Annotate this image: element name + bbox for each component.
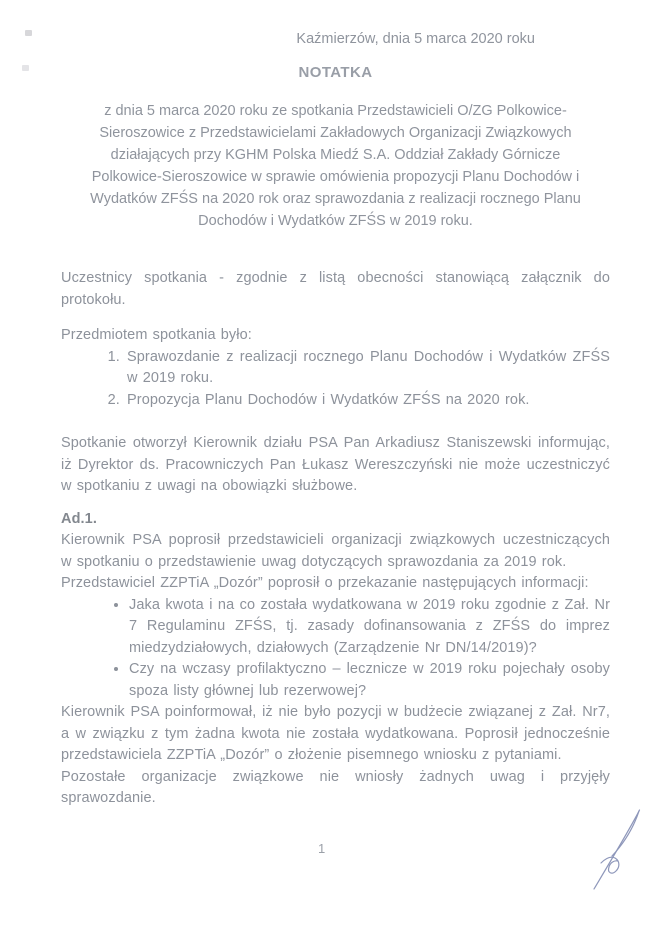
ad1-heading: Ad.1. bbox=[61, 510, 97, 527]
question-list bbox=[61, 595, 610, 703]
scan-artifact-dot bbox=[25, 30, 32, 36]
agenda-intro: Przedmiotem spotkania było: bbox=[61, 327, 252, 343]
opening-paragraph: Spotkanie otworzył Kierownik działu PSA Pan Arkadiusz Staniszewski informując, iż Dyrektor ds. Pracowniczych Pan Łukasz Wereszczyński nie może uczestniczyć w spotkaniu z uwagi na obowiązki służbowe. bbox=[61, 435, 610, 494]
document-title: NOTATKA bbox=[298, 64, 373, 81]
agenda-item: 1. Sprawozdanie z realizacji rocznego Planu Dochodów i Wydatków ZFŚS w 2019 roku. bbox=[125, 347, 610, 390]
ad1-paragraph-2: Przedstawiciel ZZPTiA „Dozór” poprosił o przekazanie następujących informacji: bbox=[61, 575, 589, 591]
agenda-item: 2. Propozycja Planu Dochodów i Wydatków ZFŚS na 2020 rok. bbox=[125, 390, 610, 412]
intro-paragraph: z dnia 5 marca 2020 roku ze spotkania Przedstawicieli O/ZG Polkowice-Sieroszowice z Przedstawicielami Zakładowych Organizacji Związkowych działających przy KGHM Polska Miedź S.A. Oddział Zakłady Górnicze Polkowice-Sieroszowice w sprawie omówienia propozycji Planu Dochodów i Wydatków ZFŚS na 2020 rok oraz sprawozdania z realizacji rocznego Planu Dochodów i Wydatków ZFŚS w 2019 roku. bbox=[90, 103, 581, 229]
agenda-list bbox=[61, 347, 610, 412]
question-item: • Czy na wczasy profilaktyczno – lecznicze w 2019 roku pojechały osoby spoza listy głównej lub rezerwowej? bbox=[129, 659, 610, 702]
ad1-paragraph-3: Kierownik PSA poinformował, iż nie było pozycji w budżecie związanej z Zał. Nr7, a w związku z tym żadna kwota nie została wydatkowana. Poprosił jednocześnie przedstawiciela ZZPTiA „Dozór” o złożenie pisemnego wniosku z pytaniami. bbox=[61, 704, 610, 763]
ad1-paragraph-1: Kierownik PSA poprosił przedstawicieli organizacji związkowych uczestniczących w spotkaniu o przedstawienie uwag dotyczących sprawozdania za 2019 rok. bbox=[61, 532, 610, 570]
participants-paragraph: Uczestnicy spotkania - zgodnie z listą obecności stanowiącą załącznik do protokołu. bbox=[61, 270, 610, 308]
document-body bbox=[61, 268, 610, 810]
ad1-paragraph-4: Pozostałe organizacje związkowe nie wniosły żadnych uwag i przyjęły sprawozdanie. bbox=[61, 768, 610, 806]
date-place-line: Kaźmierzów, dnia 5 marca 2020 roku bbox=[296, 31, 535, 47]
page-number: 1 bbox=[318, 841, 326, 856]
handwritten-signature bbox=[570, 770, 671, 910]
question-item: • Jaka kwota i na co została wydatkowana w 2019 roku zgodnie z Zał. Nr 7 Regulaminu ZFŚS, tj. zasady dofinansowania z ZFŚS do imprez miedzydziałowych, działowych (Zarządzenie Nr DN/14/2019)? bbox=[129, 595, 610, 660]
